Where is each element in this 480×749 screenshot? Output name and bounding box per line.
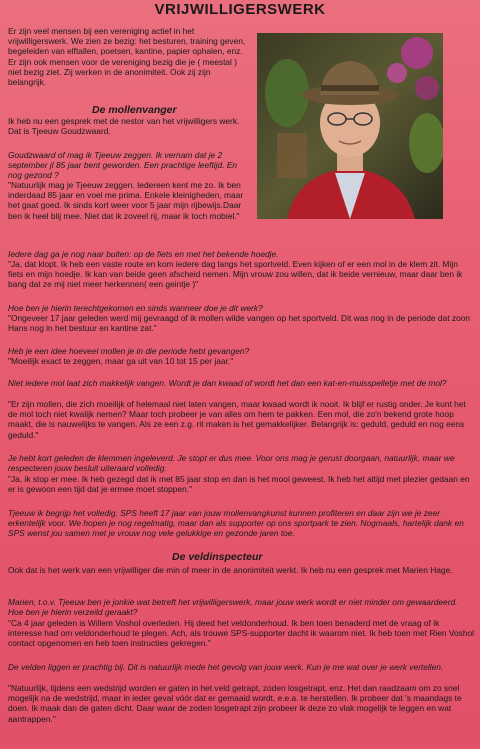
answer-3: "Ongeveer 17 jaar geleden werd mij gevraagd of ik mollen wilde vangen op het sportveld. Dit was nog in de periode dat zoon Hans nog in het bestuur en kantine zat." (8, 313, 471, 334)
answer-4: "Moeilijk exact te zeggen, maar ga uit van 10 tot 15 per jaar." (8, 356, 234, 366)
section2-answer-1: "Ca 4 jaar geleden is Willem Voshol overleden. Hij deed het veldonderhoud. Ik ben toen benaderd met de vraag of ik interesse had om veldonderhoud te plegen. Ach, als trouwe SPS-supporter dacht ik waarom niet. Ik heb toen met Rien Voshol contact opgenomen en heb toen instructies gekregen." (8, 618, 475, 649)
answer-2: "Ja, dat klopt. Ik heb een vaste route en kom iedere dag langs het sportveld. Even kijken of er een mol in de klem zit. Mijn fiets en mijn hoedje. Ik kan van beide geen afscheid nemen. Mijn vrouw zou willen, dat ik beide vernieuw, maar daar ben ik bang dat ze mij niet meer herkennen( een geintje )" (8, 259, 463, 290)
intro-text: Er zijn veel mensen bij een vereniging actief in het vrijwilligerswerk. We zien ze bezig: het besturen, training geven, begeleiden van elftallen, poetsen, kantine, papier ophalen, enz. Er zijn ook mensen voor de vereniging bezig die je ( meestal ) niet bezig ziet. Zij werken in de anonimiteit. Ook zij zijn belangrijk. (8, 26, 246, 88)
question-2: Iedere dag ga je nog naar buiten: op de fiets en met het bekende hoedje. (8, 249, 279, 259)
section-heading-veldinspecteur: De veldinspecteur (172, 551, 263, 563)
closing-text: Tjeeuw ik begrijp het volledig. SPS heeft 17 jaar van jouw mollenvangkunst kunnen profiteren en daar zijn we je zeer erkentelijk voor. We hopen je nog regelmatig, maar dan als supporter op ons sportpark te zien. Nogmaals, hartelijk dank en SPS wenst jou samen met je vrouw nog vele gelukkige en gezonde jaren toe. (8, 508, 464, 539)
section2-question-1: Marien, t.o.v. Tjeeuw ben je jonkie wat betreft het vrijwilligerswerk, maar jouw werk wordt er niet minder om gewaardeerd. Hoe ben je hierin verzeild geraakt? (8, 597, 458, 618)
portrait-photo (257, 33, 443, 219)
answer-5: "Er zijn mollen, die zich moeilijk of helemaal niet laten vangen, maar kwaad wordt ik nooit. Ik blijf er rustig onder. Je kunt het de mol toch niet kwalijk nemen? Maar toch probeer je van alles om hem te pakken. Een mol, die zo'n bekend grote hoop maakt, die is nauwelijks te vangen. Als ze een z.g. rit maken is het gemakkelijker. Belangrijk is: geduld, geduld en nog eens geduld." (8, 399, 466, 440)
question-6: Je hebt kort geleden de klemmen ingeleverd. Je stopt er dus mee. Voor ons mag je gerust doorgaan, natuurlijk, maar we respecteren jouw besluit uiteraard volledig. (8, 453, 455, 474)
section2-answer-2: "Natuurlijk, tijdens een wedstrijd worden er gaten in het veld getrapt, zoden losgetrapt, enz. Het dan raadzaam om zo snel mogelijk na de wedstrijd, maar in ieder geval vóór dat er gemaaid wordt, e.e.a. te herstellen. Ik probeer dat 's maandags te doen. Ik maak dan de gaten dicht. Daar waar de zoden losgetrapt zijn probeer ik deze zo vlak mogelijk te leggen en wat aantrappen." (8, 683, 462, 724)
page-title: VRIJWILLIGERSWERK (154, 1, 326, 18)
section-heading-mollenvanger: De mollenvanger (92, 104, 177, 116)
answer-6: "Ja, ik stop er mee. Ik heb gezegd dat ik met 85 jaar stop en dan is het mooi geweest. Ik heb het altijd met plezier gedaan en er is gewoon een tijd dat je ermee moet stoppen." (8, 474, 470, 495)
question-4: Heb je een idee hoeveel mollen je in die periode hebt gevangen? (8, 346, 250, 356)
question-1: Goudzwaard of mag ik Tjeeuw zeggen. Ik vernam dat je 2 september jl 85 jaar bent geworden. Een prachtige leeftijd. En nog gezond ? (8, 150, 238, 181)
section1-intro: Ik heb nu een gesprek met de nestor van het vrijwilligers werk. Dat is Tjeeuw Goudzwaard. (8, 116, 240, 137)
question-3: Hoe ben je hierin terechtgekomen en sinds wanneer doe je dit werk? (8, 303, 263, 313)
section2-question-2: De velden liggen er prachtig bij. Dit is natuurlijk mede het gevolg van jouw werk. Kun je me wat over je werk vertellen. (8, 662, 444, 672)
section2-intro: Ook dat is het werk van een vrijwilliger die min of meer in de anonimiteit werkt. Ik heb nu een gesprek met Marien Hage. (8, 565, 453, 575)
question-5: Niet iedere mol laat zich makkelijk vangen. Wordt je dan kwaad of wordt het dan een kat-en-muisspelletje met de mol? (8, 378, 447, 388)
answer-1: "Natuurlijk mag je Tjeeuw zeggen. Iedereen kent me zo. Ik ben inderdaad 85 jaar en voel me prima. Enkele kleinigheden, maar het gaat goed. Ik sinds kort weer voor 5 jaar mijn rijbewijs.Daar ben ik heel blij mee. Niet dat ik zoveel rij, maar ik toch mobiel." (8, 180, 244, 221)
